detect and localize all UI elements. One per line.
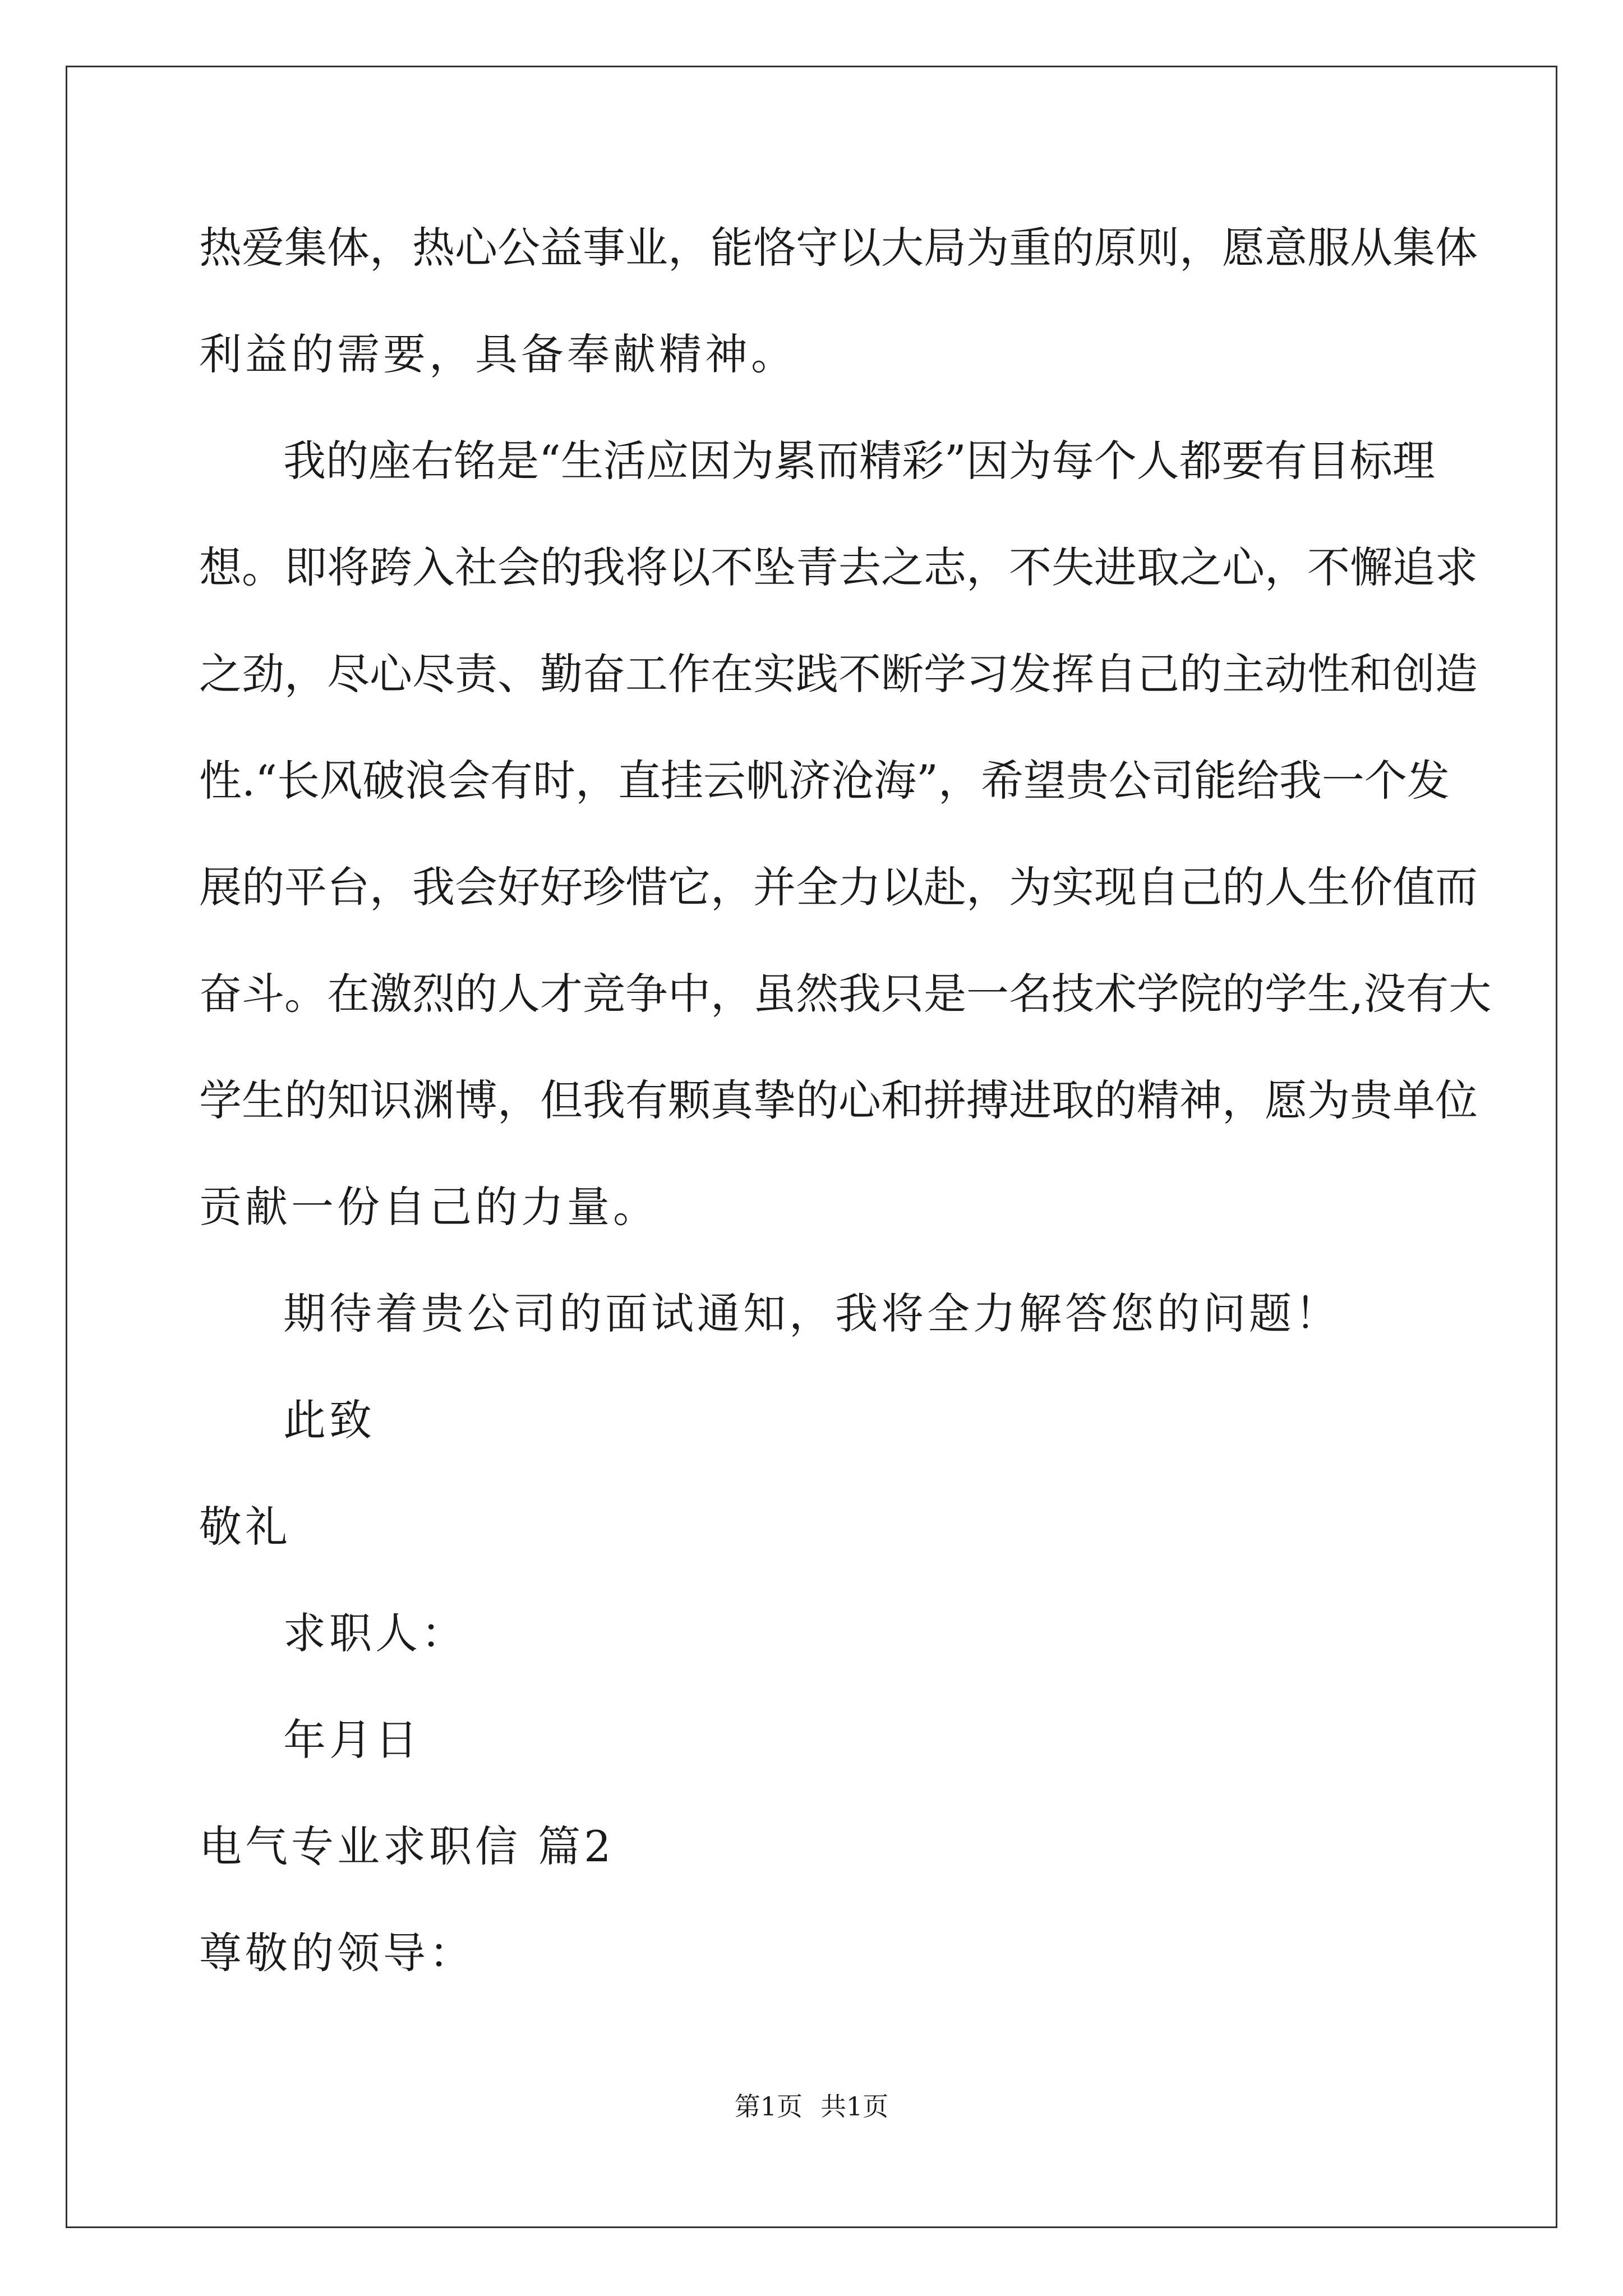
greeting-line: 尊敬的领导： <box>199 1928 475 1978</box>
page-number: 第1页 <box>734 2091 803 2122</box>
paragraph-line: 贡献一份自己的力量。 <box>199 1182 659 1232</box>
paragraph-line: 期待着贵公司的面试通知，我将全力解答您的问题！ <box>283 1289 1341 1338</box>
closing-respect: 敬礼 <box>199 1502 291 1552</box>
page-border <box>66 66 1557 2228</box>
date-line: 年月日 <box>283 1715 421 1765</box>
paragraph-line: 学生的知识渊博，但我有颗真挚的心和拼搏进取的精神，愿为贵单位 <box>199 1075 1478 1125</box>
page-total: 共1页 <box>820 2091 889 2122</box>
section-heading: 电气专业求职信 篇2 <box>199 1821 615 1871</box>
paragraph-line: 想。即将跨入社会的我将以不坠青去之志，不失进取之心，不懈追求 <box>199 542 1478 592</box>
page-footer <box>0 2090 1623 2123</box>
paragraph-line: 我的座右铭是“生活应因为累而精彩”因为每个人都要有目标理 <box>283 436 1435 486</box>
paragraph-line: 热爱集体，热心公益事业，能恪守以大局为重的原则，愿意服从集体 <box>199 223 1478 273</box>
applicant-signature: 求职人： <box>283 1608 467 1658</box>
paragraph-line: 利益的需要，具备奉献精神。 <box>199 329 797 379</box>
closing-salutation: 此致 <box>283 1395 375 1445</box>
paragraph-line: 奋斗。在激烈的人才竞争中，虽然我只是一名技术学院的学生,没有大 <box>199 969 1492 1019</box>
paragraph-line: 展的平台，我会好好珍惜它，并全力以赴，为实现自己的人生价值而 <box>199 862 1478 912</box>
paragraph-line: 性.“长风破浪会有时，直挂云帆济沧海”，希望贵公司能给我一个发 <box>199 756 1450 806</box>
paragraph-line: 之劲，尽心尽责、勤奋工作在实践不断学习发挥自己的主动性和创造 <box>199 649 1478 699</box>
